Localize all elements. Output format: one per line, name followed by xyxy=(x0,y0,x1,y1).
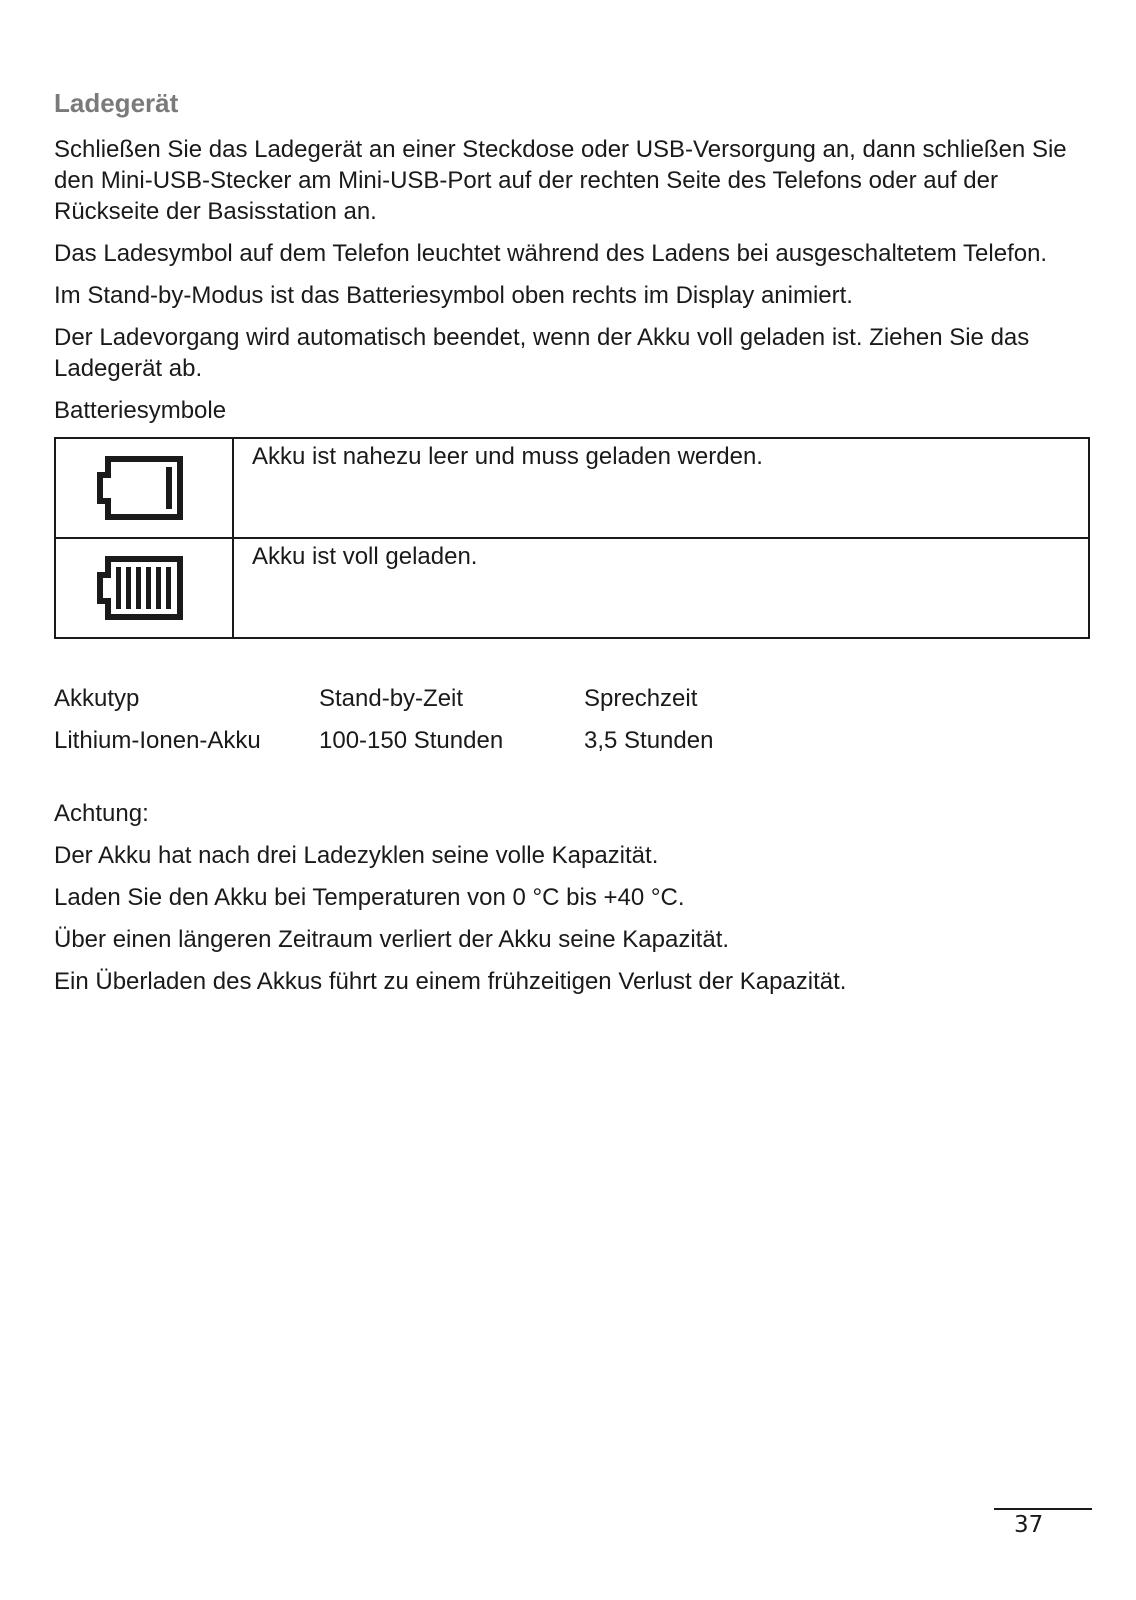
spec-value-talktime: 3,5 Stunden xyxy=(584,727,714,754)
page-number-rule xyxy=(994,1508,1092,1510)
specs-header-row xyxy=(54,683,1090,714)
battery-empty-icon xyxy=(96,449,188,525)
symbol-description: Akku ist nahezu leer und muss geladen werden. xyxy=(233,438,1089,538)
paragraph: Der Ladevorgang wird automatisch beendet, wenn der Akku voll geladen ist. Ziehen Sie das Ladegerät ab. xyxy=(54,324,1030,382)
section-title: Ladegerät xyxy=(54,88,179,118)
table-row xyxy=(55,538,1089,638)
specs-value-row xyxy=(54,725,1090,756)
paragraph: Im Stand-by-Modus ist das Batteriesymbol oben rechts im Display animiert. xyxy=(54,282,853,309)
manual-page xyxy=(54,86,1090,1008)
paragraph: Das Ladesymbol auf dem Telefon leuchtet während des Ladens bei ausgeschaltetem Telefon. xyxy=(54,240,1048,267)
spec-header-standby: Stand-by-Zeit xyxy=(319,685,464,712)
battery-full-icon xyxy=(96,549,188,625)
table-row xyxy=(55,438,1089,538)
paragraph: Schließen Sie das Ladegerät an einer Steckdose oder USB-Versorgung an, dann schließen Sie den Mini-USB-Stecker am Mini-USB-Port auf der rechten Seite des Telefons oder auf der Rückseite der Basisstation an. xyxy=(54,136,1067,225)
spec-value-type: Lithium-Ionen-Akku xyxy=(54,727,261,754)
note-item: Der Akku hat nach drei Ladezyklen seine volle Kapazität. xyxy=(54,842,659,869)
symbol-description: Akku ist voll geladen. xyxy=(233,538,1089,638)
icon-cell xyxy=(55,538,233,638)
battery-symbols-caption: Batteriesymbole xyxy=(54,397,227,424)
page-number: 37 xyxy=(1014,1512,1044,1538)
note-item: Über einen längeren Zeitraum verliert der Akku seine Kapazität. xyxy=(54,926,730,953)
warning-notes xyxy=(54,798,1090,997)
spec-header-type: Akkutyp xyxy=(54,685,140,712)
note-item: Ein Überladen des Akkus führt zu einem frühzeitigen Verlust der Kapazität. xyxy=(54,968,847,995)
icon-cell xyxy=(55,438,233,538)
battery-specs xyxy=(54,683,1090,756)
spec-header-talktime: Sprechzeit xyxy=(584,685,698,712)
notes-title: Achtung: xyxy=(54,800,149,827)
note-item: Laden Sie den Akku bei Temperaturen von 0 °C bis +40 °C. xyxy=(54,884,685,911)
battery-symbols-table xyxy=(54,437,1090,639)
spec-value-standby: 100-150 Stunden xyxy=(319,727,504,754)
